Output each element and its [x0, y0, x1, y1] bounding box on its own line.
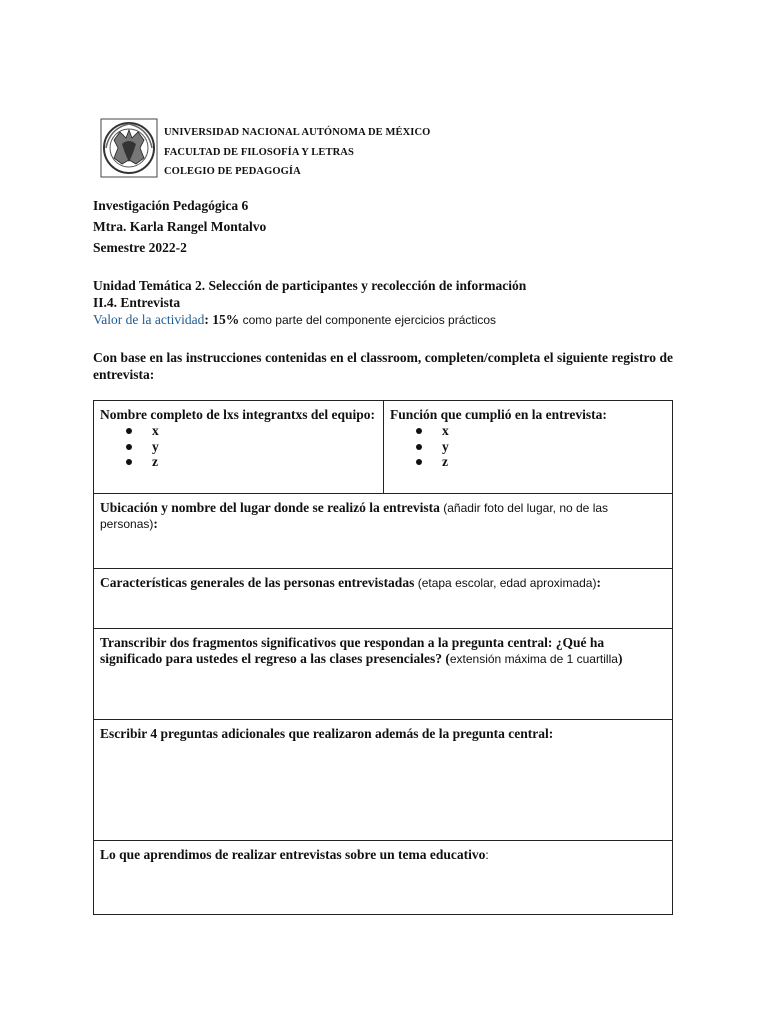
- transcribe-label: Transcribir dos fragmentos significativos que respondan a la pregunta central: ¿Qué ha significado para ustedes el regreso a las clases presenciales? (: [100, 635, 605, 666]
- questions-cell[interactable]: [94, 719, 672, 840]
- transcribe-cell[interactable]: [94, 628, 672, 719]
- list-item: x: [100, 423, 377, 439]
- unit-subtitle: II.4. Entrevista: [93, 295, 181, 310]
- transcribe-end: ): [617, 651, 623, 666]
- location-cell[interactable]: [94, 493, 672, 568]
- members-list: [100, 423, 377, 470]
- roles-cell[interactable]: [384, 401, 672, 493]
- semester: Semestre 2022-2: [93, 240, 187, 255]
- course-name: Investigación Pedagógica 6: [93, 198, 249, 213]
- activity-value: [93, 311, 526, 328]
- interview-form-table: [93, 400, 673, 915]
- roles-heading: Función que cumplió en la entrevista:: [390, 407, 607, 422]
- college-name: COLEGIO DE PEDAGOGÍA: [164, 166, 301, 177]
- learned-end: :: [485, 848, 489, 862]
- list-item: z: [100, 454, 377, 470]
- questions-label: Escribir 4 preguntas adicionales que realizaron además de la pregunta central:: [100, 726, 554, 741]
- faculty-name: FACULTAD DE FILOSOFÍA Y LETRAS: [164, 146, 354, 158]
- learned-cell[interactable]: [94, 840, 672, 914]
- unit-title: Unidad Temática 2. Selección de participantes y recolección de información: [93, 278, 527, 293]
- list-item: y: [100, 439, 377, 455]
- activity-value-rest: como parte del componente ejercicios prácticos: [242, 313, 497, 327]
- transcribe-note: extensión máxima de 1 cuartilla: [449, 652, 618, 666]
- characteristics-cell[interactable]: [94, 568, 672, 628]
- characteristics-note: (etapa escolar, edad aproximada): [417, 576, 597, 590]
- characteristics-end: :: [596, 575, 601, 590]
- activity-value-percent: 15%: [212, 312, 240, 327]
- table-row: [94, 401, 672, 493]
- unam-seal-icon: [100, 118, 158, 178]
- instructions-text: Con base en las instrucciones contenidas en el classroom, completen/completa el siguiente registro de entrevista:: [93, 350, 673, 382]
- list-item: x: [390, 423, 666, 439]
- members-cell[interactable]: [94, 401, 384, 493]
- location-label: Ubicación y nombre del lugar donde se realizó la entrevista: [100, 500, 440, 515]
- institution-name: UNIVERSIDAD NACIONAL AUTÓNOMA DE MÉXICO: [164, 127, 431, 138]
- characteristics-label: Características generales de las personas entrevistadas: [100, 575, 415, 590]
- course-info: [93, 195, 266, 258]
- roles-list: [390, 423, 666, 470]
- learned-label: Lo que aprendimos de realizar entrevistas sobre un tema educativo: [100, 847, 486, 862]
- unit-info: [93, 277, 526, 328]
- location-end: :: [153, 516, 158, 531]
- members-heading: Nombre completo de lxs integrantxs del equipo:: [100, 407, 375, 422]
- list-item: y: [390, 439, 666, 455]
- location-note: (añadir foto del lugar, no de las personas): [100, 501, 609, 531]
- list-item: z: [390, 454, 666, 470]
- teacher-name: Mtra. Karla Rangel Montalvo: [93, 219, 267, 234]
- activity-value-label: Valor de la actividad: [93, 312, 205, 327]
- activity-value-colon: :: [204, 312, 209, 327]
